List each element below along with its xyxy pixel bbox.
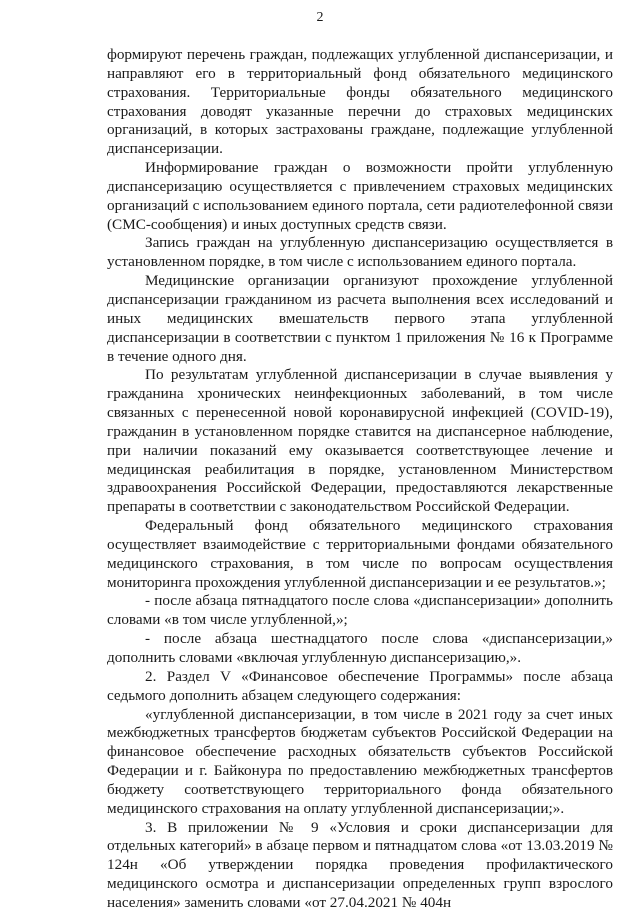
paragraph-8: - после абзаца шестнадцатого после слова «диспансеризации,» дополнить словами «включая углубленную диспансеризацию,». bbox=[107, 630, 613, 666]
paragraph-11: 3. В приложении № 9 «Условия и сроки диспансеризации для отдельных категорий» в абзаце первом и пятнадцатом слова «от 13.03.2019 № 124н «Об утверждении порядка проведения профилактического медицинского осмотра и диспансеризации определенных групп взрослого населения» заменить словами «от 27.04.2021 № 404н bbox=[107, 818, 613, 911]
paragraph-9: 2. Раздел V «Финансовое обеспечение Программы» после абзаца седьмого дополнить абзацем следующего содержания: bbox=[107, 667, 613, 704]
paragraph-7: - после абзаца пятнадцатого после слова «диспансеризации» дополнить словами «в том числе углубленной,»; bbox=[107, 592, 613, 629]
paragraph-10: «углубленной диспансеризации, в том числе в 2021 году за счет иных межбюджетных трансфертов бюджетам субъектов Российской Федерации на финансовое обеспечение расходных обязательств субъектов Российской Федерации и г. Байконура по предоставлению межбюджетных трансфертов бюджету соответствующего территориального фонда обязательного медицинского страхования на оплату углубленной диспансеризации;». bbox=[107, 705, 613, 817]
page-number: 2 bbox=[316, 10, 324, 25]
paragraph-3: Запись граждан на углубленную диспансеризацию осуществляется в установленном порядке, в том числе с использованием единого портала. bbox=[107, 234, 613, 271]
paragraph-6: Федеральный фонд обязательного медицинского страхования осуществляет взаимодействие с территориальными фондами обязательного медицинского страхования, в том числе по вопросам осуществления мониторинга прохождения углубленной диспансеризации и ее результатов.»; bbox=[107, 517, 613, 591]
paragraph-1: формируют перечень граждан, подлежащих углубленной диспансеризации, и направляют его в территориальный фонд обязательного медицинского страхования. Территориальные фонды обязательного медицинского страхования доводят указанные перечни до страховых медицинских организаций, в которых застрахованы граждане, подлежащие углубленной диспансеризации. bbox=[107, 46, 613, 158]
paragraph-5: По результатам углубленной диспансеризации в случае выявления у гражданина хронических неинфекционных заболеваний, в том числе связанных с перенесенной новой коронавирусной инфекцией (COVID-19), гражданин в установленном порядке ставится на диспансерное наблюдение, при наличии показаний ему оказывается соответствующее лечение и медицинская реабилитация в порядке, установленном Министерством здравоохранения Российской Федерации, предоставляются лекарственные препараты в соответствии с законодательством Российской Федерации. bbox=[107, 366, 613, 516]
paragraph-4: Медицинские организации организуют прохождение углубленной диспансеризации гражданином из расчета выполнения всех исследований и иных медицинских вмешательств первого этапа углубленной диспансеризации в соответствии с пунктом 1 приложения № 16 к Программе в течение одного дня. bbox=[107, 272, 613, 365]
paragraph-2: Информирование граждан о возможности пройти углубленную диспансеризацию осуществляется с привлечением страховых медицинских организаций с использованием единого портала, сети радиотелефонной связи (СМС-сообщения) и иных доступных средств связи. bbox=[107, 159, 613, 233]
document-body bbox=[107, 46, 613, 913]
